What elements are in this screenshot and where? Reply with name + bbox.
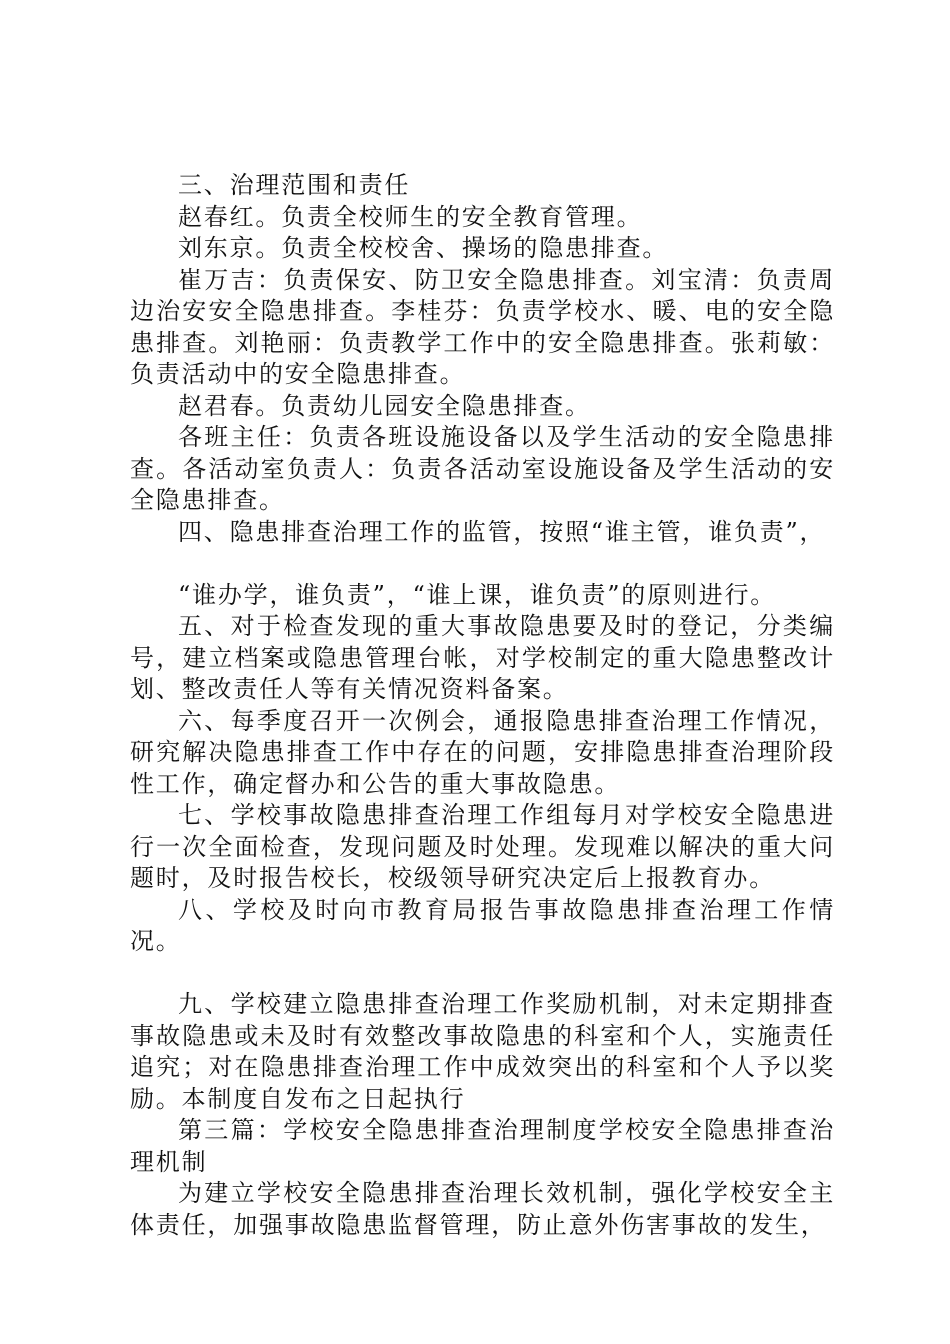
chapter-heading: 第三篇：学校安全隐患排查治理制度学校安全隐患排查治理机制 bbox=[130, 1116, 835, 1176]
paragraph: 六、每季度召开一次例会，通报隐患排查治理工作情况，研究解决隐患排查工作中存在的问题，安排隐患排查治理阶段性工作，确定督办和公告的重大事故隐患。 bbox=[130, 706, 835, 798]
paragraph: 崔万吉：负责保安、防卫安全隐患排查。刘宝清：负责周边治安安全隐患排查。李桂芬：负责学校水、暖、电的安全隐患排查。刘艳丽：负责教学工作中的安全隐患排查。张莉敏：负责活动中的安全隐患排查。 bbox=[130, 265, 835, 388]
blank-line bbox=[130, 548, 835, 580]
paragraph: 八、学校及时向市教育局报告事故隐患排查治理工作情况。 bbox=[130, 895, 835, 955]
section-heading: 三、治理范围和责任 bbox=[178, 171, 411, 199]
paragraph: 四、隐患排查治理工作的监管，按照“谁主管，谁负责”， bbox=[178, 517, 826, 546]
paragraph: 赵春红。负责全校师生的安全教育管理。 bbox=[178, 202, 643, 231]
paragraph: “谁办学，谁负责”，“谁上课，谁负责”的原则进行。 bbox=[178, 580, 777, 609]
paragraph: 九、学校建立隐患排查治理工作奖励机制，对未定期排查事故隐患或未及时有效整改事故隐患的科室和个人，实施责任追究；对在隐患排查治理工作中成效突出的科室和个人予以奖励。本制度自发布之日起执行 bbox=[130, 990, 835, 1113]
paragraph: 七、学校事故隐患排查治理工作组每月对学校安全隐患进行一次全面检查，发现问题及时处理。发现难以解决的重大问题时，及时报告校长，校级领导研究决定后上报教育办。 bbox=[130, 801, 835, 892]
paragraph: 刘东京。负责全校校舍、操场的隐患排查。 bbox=[178, 234, 669, 262]
blank-line bbox=[130, 958, 835, 990]
document-body bbox=[130, 170, 835, 1241]
paragraph: 赵君春。负责幼儿园安全隐患排查。 bbox=[178, 391, 591, 420]
paragraph: 各班主任：负责各班设施设备以及学生活动的安全隐患排查。各活动室负责人：负责各活动室设施设备及学生活动的安全隐患排查。 bbox=[130, 423, 835, 514]
paragraph: 为建立学校安全隐患排查治理长效机制，强化学校安全主体责任，加强事故隐患监督管理，防止意外伤害事故的发生， bbox=[130, 1179, 835, 1239]
paragraph: 五、对于检查发现的重大事故隐患要及时的登记，分类编号，建立档案或隐患管理台帐，对学校制定的重大隐患整改计划、整改责任人等有关情况资料备案。 bbox=[130, 612, 835, 703]
